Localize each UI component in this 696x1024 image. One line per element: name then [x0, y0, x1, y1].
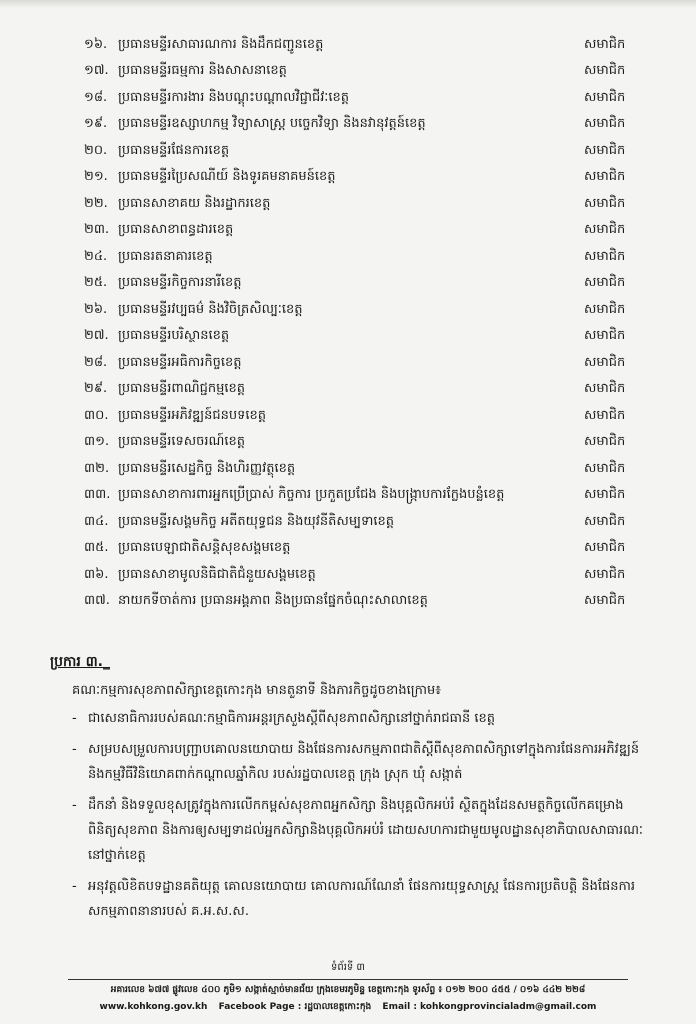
member-row	[84, 377, 644, 404]
member-number: ២២.	[84, 195, 108, 211]
member-position: ប្រធានមន្ទីរសាធារណការ និងដឹកជញ្ជូនខេត្ត	[118, 36, 324, 52]
member-number: ៣១.	[84, 434, 110, 450]
member-role: សមាជិក	[584, 195, 626, 211]
member-number: ២៩.	[84, 381, 108, 397]
member-position: ប្រធានបេឡាជាតិសន្តិសុខសង្គមខេត្ត	[118, 540, 291, 556]
footer-website[interactable]: www.kohkong.gov.kh	[99, 1002, 208, 1012]
member-row	[84, 430, 644, 457]
member-position: ប្រធានមន្ទីរឧស្សាហកម្ម វិទ្យាសាស្ត្រ បច្ចេកវិទ្យា និងនវានុវត្តន៍ខេត្ត	[118, 116, 426, 132]
member-title	[84, 142, 229, 161]
member-number: ៣៣.	[84, 487, 111, 503]
member-title	[84, 327, 229, 346]
member-title	[84, 592, 428, 611]
footer-address: អគារលេខ ៦៧៧ ផ្លូវលេខ ៤០០ ភូមិ១ សង្កាត់ស្មាច់មានជ័យ ក្រុងខេមរភូមិន្ទ ខេត្តកោះកុង ទូរស័ព្ទ ៖ ០១២ ២០០ ៤៥៥ / ០១៦ ៤៤២ ២២៨	[110, 985, 586, 995]
member-position: ប្រធានមន្ទីរផែនការខេត្ត	[118, 142, 230, 158]
duty-item	[72, 737, 652, 787]
member-row	[84, 324, 644, 351]
member-position: ប្រធានមន្ទីរអភិវឌ្ឍន៍ជនបទខេត្ត	[118, 407, 267, 423]
member-title	[84, 301, 303, 320]
bullet-dash: -	[72, 798, 77, 813]
member-role: សមាជិក	[584, 169, 626, 185]
member-row	[84, 456, 644, 483]
bullet-dash: -	[72, 742, 77, 757]
member-row	[84, 536, 644, 563]
member-row	[84, 562, 644, 589]
member-row	[84, 271, 644, 298]
member-position: ប្រធានមន្ទីរប្រៃសណីយ៍ និងទូរគមនាគមន៍ខេត្ត	[118, 169, 336, 185]
member-row	[84, 218, 644, 245]
member-title	[84, 274, 242, 293]
member-number: ២៥.	[84, 275, 108, 291]
member-role: សមាជិក	[584, 487, 626, 503]
member-title	[84, 513, 394, 532]
member-number: ២១.	[84, 169, 108, 185]
member-title	[84, 539, 290, 558]
member-number: ១៧.	[84, 63, 109, 79]
member-position: ប្រធានមន្ទីរទេសចរណ៍ខេត្ត	[118, 434, 246, 450]
member-title	[84, 168, 336, 187]
article-intro: គណៈកម្មការសុខភាពសិក្សាខេត្តកោះកុង មានតួនាទី និងភារកិច្ចដូចខាងក្រោម៖	[72, 683, 441, 698]
member-role: សមាជិក	[584, 142, 626, 158]
member-position: ប្រធានមន្ទីរកិច្ចការនារីខេត្ត	[118, 275, 242, 291]
scan-top-edge	[0, 0, 696, 8]
member-title	[84, 36, 323, 55]
duty-text: ដឹកនាំ និងទទួលខុសត្រូវក្នុងការលើកកម្ពស់សុខភាពអ្នកសិក្សា និងបុគ្គលិកអប់រំ ស្ថិតក្នុងដែនសមត្ថកិច្ចលើកគម្រោងពិនិត្យសុខភាព និងការឲ្យសម្បទាដល់អ្នកសិក្សានិងបុគ្គលិកអប់រំ ដោយសហការជាមួយមូលដ្ឋានសុខាភិបាលសាធារណៈ នៅថ្នាក់ខេត្ត	[88, 798, 644, 863]
member-title	[84, 380, 245, 399]
page-footer	[0, 960, 696, 1014]
member-row	[84, 32, 644, 59]
member-title	[84, 62, 287, 81]
member-row	[84, 59, 644, 86]
member-number: ២៨.	[84, 354, 108, 370]
member-title	[84, 433, 245, 452]
duty-item	[72, 706, 652, 731]
member-role: សមាជិក	[584, 301, 626, 317]
duty-text: អនុវត្តលិខិតបទដ្ឋានគតិយុត្ត គោលនយោបាយ គោលការណ៍ណែនាំ ផែនការយុទ្ធសាស្ត្រ ផែនការប្រតិបត្តិ និងផែនការសកម្មភាពនានារបស់ គ.អ.ស.ស.	[88, 879, 636, 919]
member-number: ៣០.	[84, 407, 109, 423]
member-position: ប្រធានរតនាគារខេត្ត	[118, 248, 213, 264]
member-title	[84, 486, 504, 505]
member-list	[84, 32, 644, 615]
member-row	[84, 350, 644, 377]
member-position: ប្រធានមន្ទីរសេដ្ឋកិច្ច និងហិរញ្ញវត្ថុខេត្ត	[118, 460, 296, 476]
member-number: ១៦.	[84, 36, 108, 52]
member-number: ៣៧.	[84, 593, 110, 609]
member-row	[84, 85, 644, 112]
member-role: សមាជិក	[584, 381, 626, 397]
member-row	[84, 244, 644, 271]
member-position: ប្រធានមន្ទីរវប្បធម៌ និងវិចិត្រសិល្បៈខេត្ត	[118, 301, 303, 317]
member-title	[84, 195, 270, 214]
footer-contacts	[0, 1001, 696, 1014]
article-heading: ប្រការ ៣._	[50, 654, 110, 670]
member-role: សមាជិក	[584, 116, 626, 132]
member-role: សមាជិក	[584, 566, 626, 582]
member-number: ១៨.	[84, 89, 108, 105]
footer-email[interactable]: Email : kohkongprovincialadm@gmail.com	[382, 1002, 597, 1012]
duties-list	[72, 706, 652, 930]
member-number: ១៩.	[84, 116, 108, 132]
member-title	[84, 89, 349, 108]
member-title	[84, 115, 426, 134]
page-number: ទំព័រទី ៣	[331, 962, 365, 973]
member-position: ប្រធានមន្ទីរពាណិជ្ជកម្មខេត្ត	[118, 381, 246, 397]
member-role: សមាជិក	[584, 460, 626, 476]
member-position: ប្រធានមន្ទីរអធិការកិច្ចខេត្ត	[118, 354, 242, 370]
bullet-dash: -	[72, 879, 77, 894]
member-position: ប្រធានសាខាគយ និងរដ្ឋាករខេត្ត	[118, 195, 271, 211]
member-row	[84, 191, 644, 218]
member-number: ៣៥.	[84, 540, 109, 556]
member-role: សមាជិក	[584, 540, 626, 556]
bullet-dash: -	[72, 711, 77, 726]
member-position: ប្រធានមន្ទីរបរិស្ថានខេត្ត	[118, 328, 230, 344]
duty-item	[72, 793, 652, 868]
footer-divider	[68, 979, 628, 980]
member-title	[84, 407, 266, 426]
member-number: ២៦.	[84, 301, 108, 317]
member-row	[84, 483, 644, 510]
duty-text: សម្របសម្រួលការបញ្ជ្រាបគោលនយោបាយ និងផែនការសកម្មភាពជាតិស្តីពីសុខភាពសិក្សាទៅក្នុងការផែនការអភិវឌ្ឍន៍ និងកម្មវិធីវិនិយោគពាក់កណ្តាលឆ្នាំកិល របស់រដ្ឋបាលខេត្ត ក្រុង ស្រុក ឃុំ សង្កាត់	[88, 742, 640, 782]
member-row	[84, 297, 644, 324]
member-position: នាយកទីចាត់ការ ប្រធានអង្គភាព និងប្រធានផ្នែកចំណុះសាលាខេត្ត	[118, 593, 428, 609]
member-role: សមាជិក	[584, 222, 626, 238]
member-position: ប្រធានមន្ទីរសង្គមកិច្ច អតីតយុទ្ធជន និងយុវនីតិសម្បទាខេត្ត	[118, 513, 394, 529]
duty-item	[72, 874, 652, 924]
member-number: ២៧.	[84, 328, 109, 344]
member-title	[84, 248, 213, 267]
member-row	[84, 138, 644, 165]
member-role: សមាជិក	[584, 63, 626, 79]
member-number: ៣៤.	[84, 513, 109, 529]
footer-facebook[interactable]: Facebook Page : រដ្ឋបាលខេត្តកោះកុង	[218, 1002, 372, 1012]
member-number: ២៣.	[84, 222, 110, 238]
member-number: ៣២.	[84, 460, 110, 476]
member-role: សមាជិក	[584, 434, 626, 450]
member-role: សមាជិក	[584, 275, 626, 291]
member-number: ៣៦.	[84, 566, 109, 582]
member-role: សមាជិក	[584, 513, 626, 529]
member-position: ប្រធានសាខាមូលនិធិជាតិជំនួយសង្គមខេត្ត	[118, 566, 316, 582]
duty-text: ជាសេនាធិការរបស់គណៈកម្មាធិការអន្តរក្រសួងស្តីពីសុខភាពសិក្សានៅថ្នាក់រាជធានី ខេត្ត	[88, 711, 495, 726]
member-title	[84, 566, 316, 585]
member-position: ប្រធានមន្ទីរការងារ និងបណ្តុះបណ្តាលវិជ្ជាជីវៈខេត្ត	[118, 89, 349, 105]
member-role: សមាជិក	[584, 36, 626, 52]
member-row	[84, 589, 644, 616]
member-role: សមាជិក	[584, 407, 626, 423]
member-position: ប្រធានសាខាការពារអ្នកប្រើប្រាស់ កិច្ចការ ប្រកួតប្រជែង និងបង្ក្រាបការក្លែងបន្លំខេត្ត	[118, 487, 505, 503]
member-title	[84, 460, 295, 479]
member-row	[84, 403, 644, 430]
member-number: ២០.	[84, 142, 108, 158]
member-role: សមាជិក	[584, 248, 626, 264]
member-row	[84, 165, 644, 192]
member-role: សមាជិក	[584, 328, 626, 344]
member-row	[84, 509, 644, 536]
member-row	[84, 112, 644, 139]
member-position: ប្រធានសាខាពន្ធដារខេត្ត	[118, 222, 234, 238]
member-title	[84, 221, 233, 240]
member-role: សមាជិក	[584, 89, 626, 105]
member-number: ២៤.	[84, 248, 108, 264]
member-role: សមាជិក	[584, 593, 626, 609]
member-title	[84, 354, 242, 373]
member-position: ប្រធានមន្ទីរធម្មការ និងសាសនាខេត្ត	[118, 63, 287, 79]
member-role: សមាជិក	[584, 354, 626, 370]
